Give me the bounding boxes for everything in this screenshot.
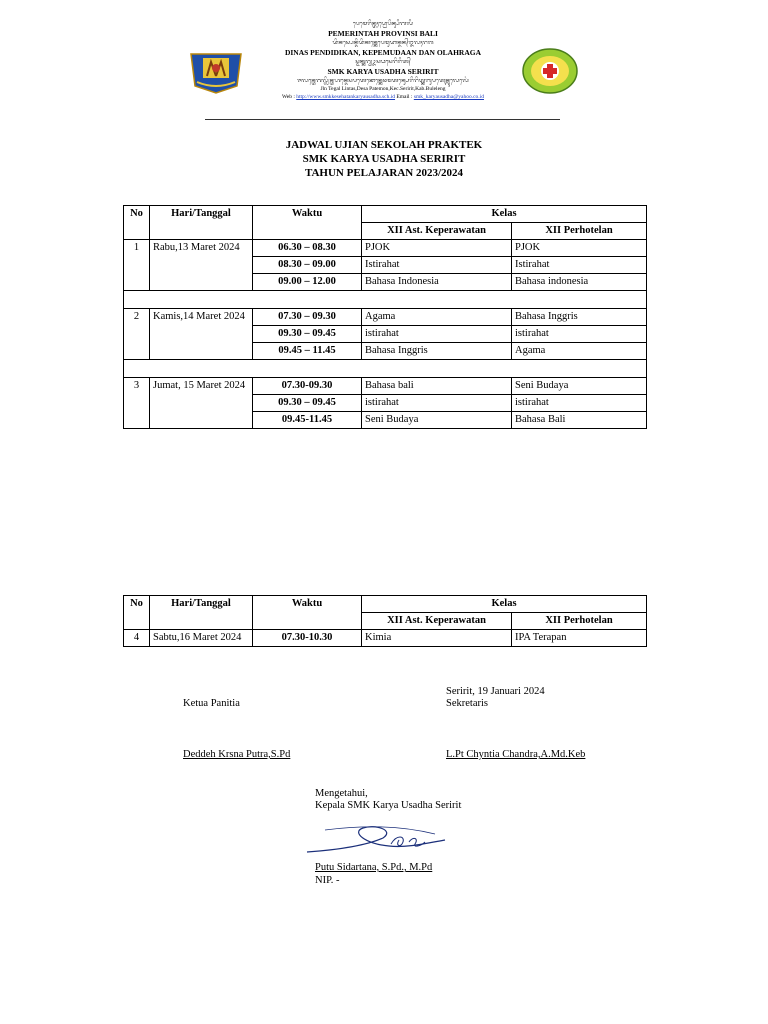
- cell-subject-hospitality: Agama: [512, 343, 647, 360]
- secretary-title: Sekretaris: [446, 698, 488, 709]
- web-link[interactable]: http://www.smkkesehatankaryausadha.sch.id: [296, 94, 396, 100]
- email-link[interactable]: smk_karyausadha@yahoo.co.id: [413, 94, 484, 100]
- cell-subject-nursing: Agama: [362, 309, 512, 326]
- cell-subject-nursing: istirahat: [362, 326, 512, 343]
- col-header-class: Kelas: [362, 596, 647, 613]
- cell-subject-hospitality: istirahat: [512, 326, 647, 343]
- contact-line: [255, 93, 511, 101]
- cell-subject-nursing: PJOK: [362, 240, 512, 257]
- province-name: PEMERINTAH PROVINSI BALI: [328, 29, 438, 38]
- cell-date: Sabtu,16 Maret 2024: [150, 630, 253, 647]
- script-line-2: ᬤᬶᬦᬲ᭄ᬧᬾᬦ᭄ᬤᬶᬤᬶᬓᬦ᭄ᬓᬾᬧᬾᬫᬸᬤᬵᬦ᭄ᬤᬦ᭄ᬑᬮᬄᬭᬕ: [332, 40, 434, 46]
- cell-subject-hospitality: Bahasa Bali: [512, 412, 647, 429]
- cell-no: 3: [124, 378, 150, 429]
- table-row: [124, 309, 647, 326]
- col-header-time: Waktu: [253, 596, 362, 630]
- col-header-date: Hari/Tanggal: [150, 596, 253, 630]
- bali-province-logo: [185, 46, 247, 94]
- col-header-class: Kelas: [362, 206, 647, 223]
- col-header-class-hospitality: XII Perhotelan: [512, 223, 647, 240]
- email-label: Email :: [396, 94, 413, 100]
- title-line-2: SMK KARYA USADHA SERIRIT: [302, 153, 466, 165]
- cell-subject-hospitality: Seni Budaya: [512, 378, 647, 395]
- school-address: Jln Tegal Lintas,Desa Patemon,Kec.Seririt,Kab.Buleleng: [320, 86, 446, 92]
- spacer-row: [124, 291, 647, 309]
- chair-title: Ketua Panitia: [183, 698, 240, 709]
- head-name: Putu Sidartana, S.Pd., M.Pd: [315, 862, 433, 873]
- cell-no: 4: [124, 630, 150, 647]
- cell-subject-nursing: Bahasa bali: [362, 378, 512, 395]
- col-header-date: Hari/Tanggal: [150, 206, 253, 240]
- script-line-3: ᬲ᭄ᬫᬓ᭄ᬓᬭ᭄ᬬᬉᬲᬥᬲᬾᬭᬶᬭᬶᬢ᭄: [355, 59, 411, 65]
- place-date: Seririt, 19 Januari 2024: [446, 686, 545, 697]
- cell-subject-hospitality: Istirahat: [512, 257, 647, 274]
- title-line-1: JADWAL UJIAN SEKOLAH PRAKTEK: [285, 139, 483, 151]
- cell-subject-hospitality: PJOK: [512, 240, 647, 257]
- col-header-class-hospitality: XII Perhotelan: [512, 613, 647, 630]
- cell-time: 06.30 – 08.30: [253, 240, 362, 257]
- spacer-cell: [124, 360, 647, 378]
- script-line-top: ᬧᬾᬫᬾᬭᬶᬦ᭄ᬢᬄᬧ᭄ᬭᭀᬧᬶᬦ᭄ᬲᬶᬩᬮᬶ: [352, 21, 414, 27]
- cell-time: 07.30-09.30: [253, 378, 362, 395]
- cell-time: 09.45-11.45: [253, 412, 362, 429]
- nip-label: NIP. -: [315, 875, 340, 886]
- cell-subject-nursing: istirahat: [362, 395, 512, 412]
- cell-subject-nursing: Istirahat: [362, 257, 512, 274]
- cell-time: 09.00 – 12.00: [253, 274, 362, 291]
- cell-subject-hospitality: Bahasa indonesia: [512, 274, 647, 291]
- spacer-cell: [124, 291, 647, 309]
- spacer-row: [124, 360, 647, 378]
- table-row: [124, 240, 647, 257]
- cell-time: 08.30 – 09.00: [253, 257, 362, 274]
- col-header-class-nursing: XII Ast. Keperawatan: [362, 223, 512, 240]
- head-title: Kepala SMK Karya Usadha Seririt: [315, 800, 462, 811]
- chair-name: Deddeh Krsna Putra,S.Pd: [183, 749, 291, 760]
- cell-date: Jumat, 15 Maret 2024: [150, 378, 253, 429]
- letterhead-divider: [205, 119, 560, 120]
- col-header-time: Waktu: [253, 206, 362, 240]
- web-label: Web :: [282, 94, 295, 100]
- cell-time: 09.30 – 09.45: [253, 395, 362, 412]
- cell-no: 1: [124, 240, 150, 291]
- cell-date: Rabu,13 Maret 2024: [150, 240, 253, 291]
- cell-date: Kamis,14 Maret 2024: [150, 309, 253, 360]
- acknowledged-label: Mengetahui,: [315, 788, 368, 799]
- title-line-3: TAHUN PELAJARAN 2023/2024: [304, 167, 464, 179]
- schedule-table: [123, 205, 647, 429]
- col-header-no: No: [124, 206, 150, 240]
- cell-time: 07.30-10.30: [253, 630, 362, 647]
- cell-subject-nursing: Kimia: [362, 630, 512, 647]
- table-row: [124, 630, 647, 647]
- secretary-name: L.Pt Chyntia Chandra,A.Md.Keb: [446, 749, 586, 760]
- script-line-4: ᬚᬮᬦ᭄ᬢᬾᬕᬮ᭄ᬮᬶᬦ᭄ᬢᬳᬦ᭄ᬤᬾᬲᬧᬢᬾᬦᭀᬦ᭄ᬓᬾᬘᬫᬢᬦ᭄ᬲᬾᬭᬶᬭᬶᬢ᭄ᬓᬩᬸᬧᬢᬾᬦ᭄ᬩᬸᬮᬾᬮᬾᬂ: [297, 78, 469, 84]
- cell-subject-nursing: Seni Budaya: [362, 412, 512, 429]
- cell-time: 09.45 – 11.45: [253, 343, 362, 360]
- cell-subject-nursing: Bahasa Indonesia: [362, 274, 512, 291]
- cell-no: 2: [124, 309, 150, 360]
- table-row: [124, 378, 647, 395]
- school-logo: [520, 47, 580, 95]
- handwritten-signature: [305, 822, 455, 858]
- department-name: DINAS PENDIDIKAN, KEPEMUDAAN DAN OLAHRAGA: [284, 48, 482, 57]
- letterhead: [185, 20, 585, 124]
- cell-subject-nursing: Bahasa Inggris: [362, 343, 512, 360]
- schedule-table-2: [123, 595, 647, 647]
- school-name: SMK KARYA USADHA SERIRIT: [327, 67, 439, 76]
- cell-subject-hospitality: IPA Terapan: [512, 630, 647, 647]
- cell-time: 07.30 – 09.30: [253, 309, 362, 326]
- cell-subject-hospitality: Bahasa Inggris: [512, 309, 647, 326]
- col-header-no: No: [124, 596, 150, 630]
- col-header-class-nursing: XII Ast. Keperawatan: [362, 613, 512, 630]
- cell-subject-hospitality: istirahat: [512, 395, 647, 412]
- cell-time: 09.30 – 09.45: [253, 326, 362, 343]
